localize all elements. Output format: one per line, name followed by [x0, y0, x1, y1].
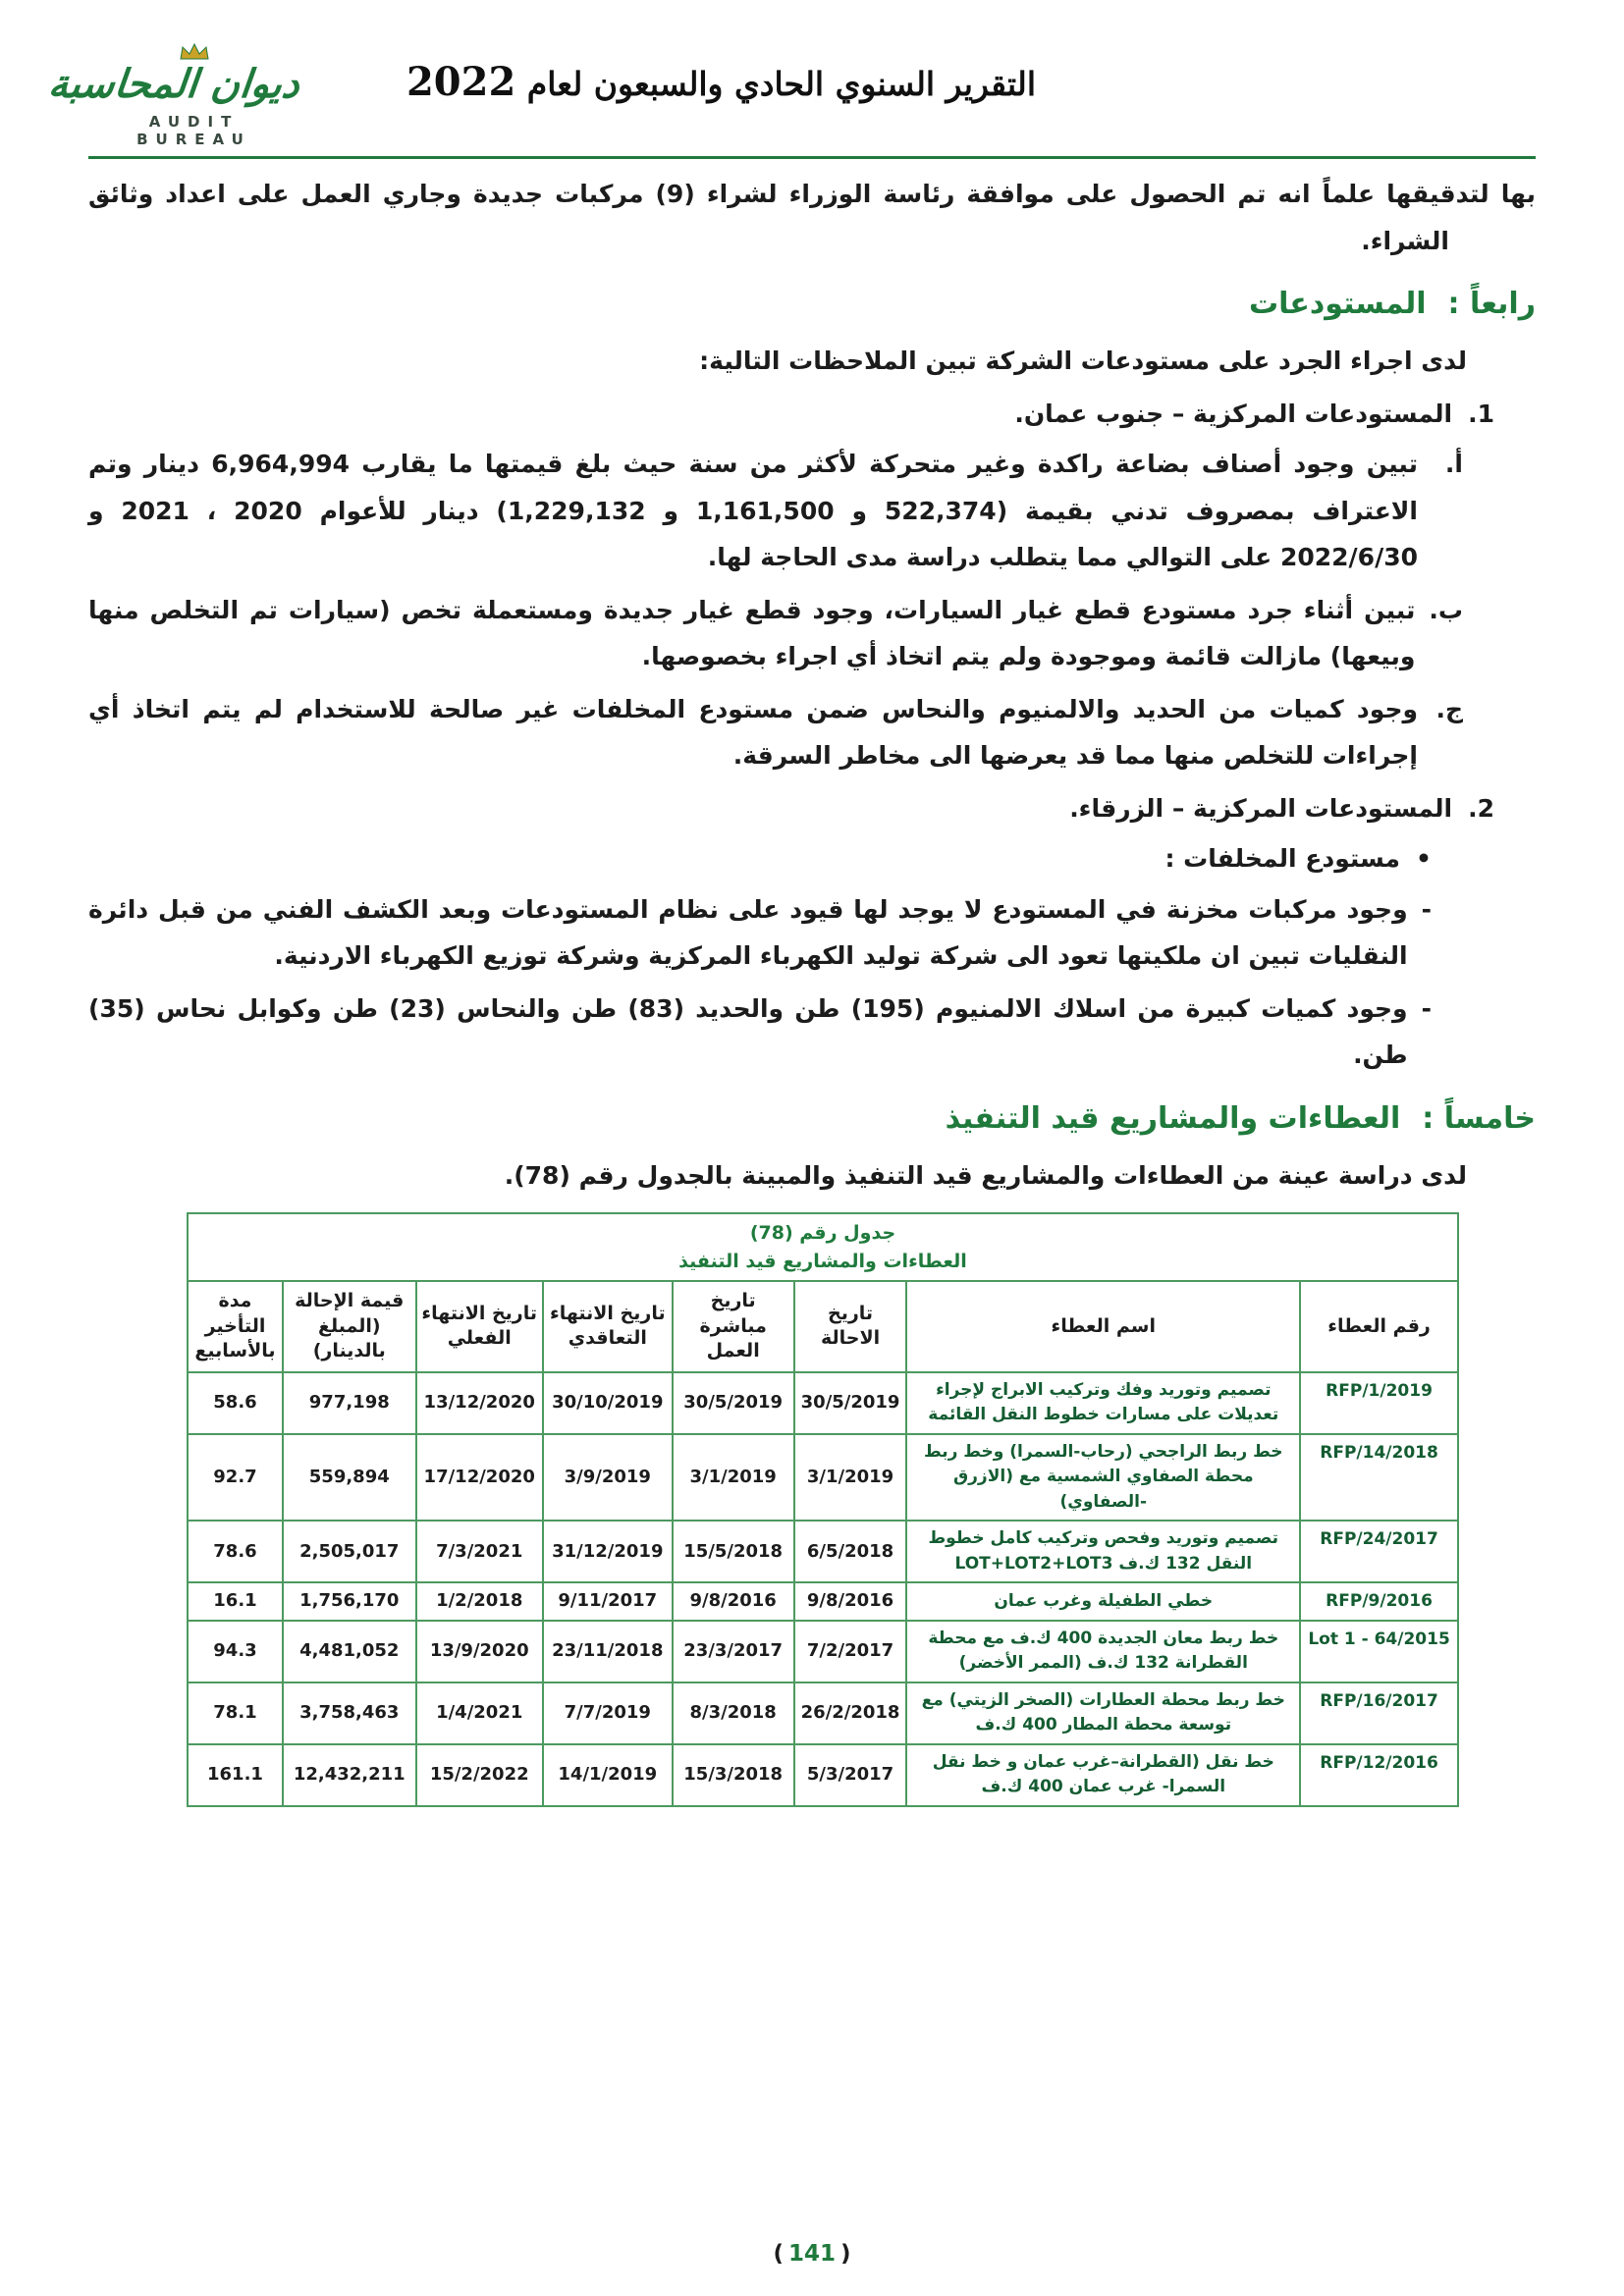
- column-header-start: تاريخ مباشرة العمل: [673, 1281, 794, 1372]
- page-number-open-paren: (: [773, 2241, 784, 2267]
- warehouse-item-2: [88, 785, 1536, 832]
- cell-name: تصميم وتوريد وفحص وتركيب كامل خطوط النقل 132 ك.ف LOT+LOT2+LOT3: [906, 1521, 1300, 1582]
- table-header-row: [188, 1281, 1458, 1372]
- report-title: [299, 43, 1536, 105]
- point-b-text: تبين أثناء جرد مستودع قطع غيار السيارات، وجود قطع غيار جديدة ومستعملة تخص (سيارات تم التخلص منها وبيعها) مازالت قائمة وموجودة ولم يتم اتخاذ أي اجراء بخصوصها.: [88, 595, 1416, 670]
- column-header-value: قيمة الإحالة (المبلغ بالدينار): [283, 1281, 416, 1372]
- section5-intro: لدى دراسة عينة من العطاءات والمشاريع قيد التنفيذ والمبينة بالجدول رقم (78).: [504, 1160, 1467, 1190]
- cell-referral: 3/1/2019: [794, 1434, 907, 1522]
- tender-row: [188, 1521, 1458, 1582]
- cell-name: تصميم وتوريد وفك وتركيب الابراج لإجراء تعديلات على مسارات خطوط النقل القائمة: [906, 1372, 1300, 1434]
- cell-value: 977,198: [283, 1372, 416, 1434]
- cell-value: 559,894: [283, 1434, 416, 1522]
- column-header-number: رقم العطاء: [1300, 1281, 1458, 1372]
- section4-heading-text: المستودعات: [1248, 287, 1427, 321]
- cell-referral: 9/8/2016: [794, 1582, 907, 1620]
- cell-contract-end: 30/10/2019: [543, 1372, 673, 1434]
- cell-name: خطي الطفيلة وغرب عمان: [906, 1582, 1300, 1620]
- cell-contract-end: 3/9/2019: [543, 1434, 673, 1522]
- page-header: [46, 43, 1536, 148]
- cell-referral: 26/2/2018: [794, 1682, 907, 1744]
- cell-start: 15/3/2018: [673, 1744, 794, 1806]
- cell-actual-end: 1/4/2021: [416, 1682, 543, 1744]
- report-body: [88, 171, 1536, 1807]
- warehouse-point-c: [88, 686, 1536, 779]
- column-header-delay: مدة التأخير بالأسابيع: [188, 1281, 283, 1372]
- tenders-table-container: [187, 1212, 1459, 1807]
- scrap-note-1: [88, 886, 1536, 980]
- section4-heading-label: رابعاً :: [1447, 287, 1536, 321]
- cell-actual-end: 13/12/2020: [416, 1372, 543, 1434]
- cell-start: 15/5/2018: [673, 1521, 794, 1582]
- section5-heading-label: خامساً :: [1422, 1100, 1536, 1136]
- cell-contract-end: 14/1/2019: [543, 1744, 673, 1806]
- dash-icon: -: [1421, 894, 1432, 924]
- cell-start: 3/1/2019: [673, 1434, 794, 1522]
- tenders-table: [187, 1212, 1459, 1807]
- cell-contract-end: 9/11/2017: [543, 1582, 673, 1620]
- cell-number: RFP/12/2016: [1300, 1744, 1458, 1806]
- scrap-warehouse-bullet: [88, 835, 1536, 882]
- tender-row: [188, 1744, 1458, 1806]
- tender-row: [188, 1682, 1458, 1744]
- column-header-referral: تاريخ الاحالة: [794, 1281, 907, 1372]
- cell-referral: 7/2/2017: [794, 1621, 907, 1682]
- page-footer: [88, 2223, 1536, 2267]
- column-header-actual-end: تاريخ الانتهاء الفعلي: [416, 1281, 543, 1372]
- point-c-label: ج.: [1435, 694, 1463, 723]
- cell-value: 2,505,017: [283, 1521, 416, 1582]
- cell-actual-end: 17/12/2020: [416, 1434, 543, 1522]
- cell-value: 12,432,211: [283, 1744, 416, 1806]
- crown-icon: [178, 43, 211, 61]
- table-title-row: [188, 1213, 1458, 1281]
- item-1-number: 1.: [1468, 399, 1494, 428]
- tender-row: [188, 1582, 1458, 1620]
- cell-start: 9/8/2016: [673, 1582, 794, 1620]
- cell-actual-end: 15/2/2022: [416, 1744, 543, 1806]
- dash-icon: -: [1421, 993, 1432, 1023]
- report-title-year: 2022: [406, 59, 516, 105]
- cell-number: RFP/16/2017: [1300, 1682, 1458, 1744]
- logo-arabic-calligraphy: ديوان المحاسبة: [46, 61, 302, 107]
- cell-start: 8/3/2018: [673, 1682, 794, 1744]
- cell-referral: 5/3/2017: [794, 1744, 907, 1806]
- item-2-title: المستودعات المركزية – الزرقاء.: [1069, 793, 1453, 823]
- cell-name: خط نقل (القطرانة–غرب عمان و خط نقل السمرا- غرب عمان 400 ك.ف: [906, 1744, 1300, 1806]
- cell-value: 4,481,052: [283, 1621, 416, 1682]
- page-number-close-paren: ): [840, 2241, 851, 2267]
- cell-delay: 58.6: [188, 1372, 283, 1434]
- section5-heading: [88, 1091, 1536, 1147]
- tender-row: [188, 1372, 1458, 1434]
- header-divider: [88, 156, 1536, 159]
- warehouse-point-a: [88, 441, 1536, 581]
- cell-delay: 78.1: [188, 1682, 283, 1744]
- scrap-note-1-text: وجود مركبات مخزنة في المستودع لا يوجد لها قيود على نظام المستودعات وبعد الكشف الفني من قبل دائرة النقليات تبين ان ملكيتها تعود الى شركة توليد الكهرباء المركزية وشركة توزيع الكهرباء الاردنية.: [88, 894, 1408, 970]
- section4-heading: [88, 276, 1536, 332]
- warehouse-point-b: [88, 587, 1536, 680]
- cell-start: 30/5/2019: [673, 1372, 794, 1434]
- bullet-icon: •: [1416, 844, 1432, 873]
- warehouse-item-1: [88, 391, 1536, 438]
- table-title-line1: جدول رقم (78): [749, 1222, 896, 1244]
- logo-latin-text: AUDIT BUREAU: [136, 113, 251, 148]
- page-number: 141: [787, 2241, 836, 2267]
- item-1-title: المستودعات المركزية – جنوب عمان.: [1014, 399, 1453, 428]
- cell-delay: 16.1: [188, 1582, 283, 1620]
- tender-row: [188, 1621, 1458, 1682]
- cell-referral: 6/5/2018: [794, 1521, 907, 1582]
- cell-actual-end: 13/9/2020: [416, 1621, 543, 1682]
- cell-contract-end: 23/11/2018: [543, 1621, 673, 1682]
- cell-name: خط ربط الراجحي (رحاب-السمرا) وخط ربط محطة الصفاوي الشمسية مع (الازرق -الصفاوي): [906, 1434, 1300, 1522]
- cell-value: 3,758,463: [283, 1682, 416, 1744]
- tender-row: [188, 1434, 1458, 1522]
- scrap-note-2: [88, 986, 1536, 1079]
- scrap-note-2-text: وجود كميات كبيرة من اسلاك الالمنيوم (195) طن والحديد (83) طن والنحاس (23) طن وكوابل نحاس (35) طن.: [88, 993, 1408, 1069]
- cell-delay: 78.6: [188, 1521, 283, 1582]
- cell-contract-end: 7/7/2019: [543, 1682, 673, 1744]
- column-header-contract-end: تاريخ الانتهاء التعاقدي: [543, 1281, 673, 1372]
- cell-number: RFP/9/2016: [1300, 1582, 1458, 1620]
- table-title-line2: العطاءات والمشاريع قيد التنفيذ: [678, 1250, 967, 1272]
- audit-bureau-logo: [46, 43, 302, 148]
- cell-delay: 161.1: [188, 1744, 283, 1806]
- cell-delay: 92.7: [188, 1434, 283, 1522]
- cell-number: RFP/24/2017: [1300, 1521, 1458, 1582]
- scrap-warehouse-label: مستودع المخلفات :: [1164, 844, 1401, 873]
- item-2-number: 2.: [1468, 793, 1494, 823]
- cell-number: RFP/14/2018: [1300, 1434, 1458, 1522]
- column-header-name: اسم العطاء: [906, 1281, 1300, 1372]
- cell-number: Lot 1 - 64/2015: [1300, 1621, 1458, 1682]
- section4-intro: لدى اجراء الجرد على مستودعات الشركة تبين الملاحظات التالية:: [699, 347, 1467, 375]
- cell-name: خط ربط محطة العطارات (الصخر الزيتي) مع توسعة محطة المطار 400 ك.ف: [906, 1682, 1300, 1744]
- carryover-paragraph: بها لتدقيقها علماً انه تم الحصول على موافقة رئاسة الوزراء لشراء (9) مركبات جديدة وجاري العمل على اعداد وثائق الشراء.: [88, 180, 1536, 255]
- cell-actual-end: 1/2/2018: [416, 1582, 543, 1620]
- section5-heading-text: العطاءات والمشاريع قيد التنفيذ: [945, 1100, 1401, 1136]
- cell-name: خط ربط معان الجديدة 400 ك.ف مع محطة القطرانة 132 ك.ف (الممر الأخضر): [906, 1621, 1300, 1682]
- report-title-text: التقرير السنوي الحادي والسبعون لعام: [526, 65, 1037, 103]
- point-a-label: أ.: [1444, 450, 1463, 478]
- cell-actual-end: 7/3/2021: [416, 1521, 543, 1582]
- cell-number: RFP/1/2019: [1300, 1372, 1458, 1434]
- cell-start: 23/3/2017: [673, 1621, 794, 1682]
- table-title-cell: [188, 1213, 1458, 1281]
- point-c-text: وجود كميات من الحديد والالمنيوم والنحاس ضمن مستودع المخلفات غير صالحة للاستخدام لم يتم اتخاذ أي إجراءات للتخلص منها مما قد يعرضها الى مخاطر السرقة.: [88, 694, 1418, 770]
- cell-value: 1,756,170: [283, 1582, 416, 1620]
- cell-referral: 30/5/2019: [794, 1372, 907, 1434]
- point-a-text: تبين وجود أصناف بضاعة راكدة وغير متحركة لأكثر من سنة حيث بلغ قيمتها ما يقارب 6,964,994 دينار وتم الاعتراف بمصروف تدني بقيمة (522,374 و 1,161,500 و 1,229,132) دينار للأعوام 2020 ، 2021 و 2022/6/30 على التوالي مما يتطلب دراسة مدى الحاجة لها.: [88, 450, 1419, 571]
- tenders-table-body: [188, 1372, 1458, 1806]
- cell-contract-end: 31/12/2019: [543, 1521, 673, 1582]
- cell-delay: 94.3: [188, 1621, 283, 1682]
- point-b-label: ب.: [1429, 595, 1463, 624]
